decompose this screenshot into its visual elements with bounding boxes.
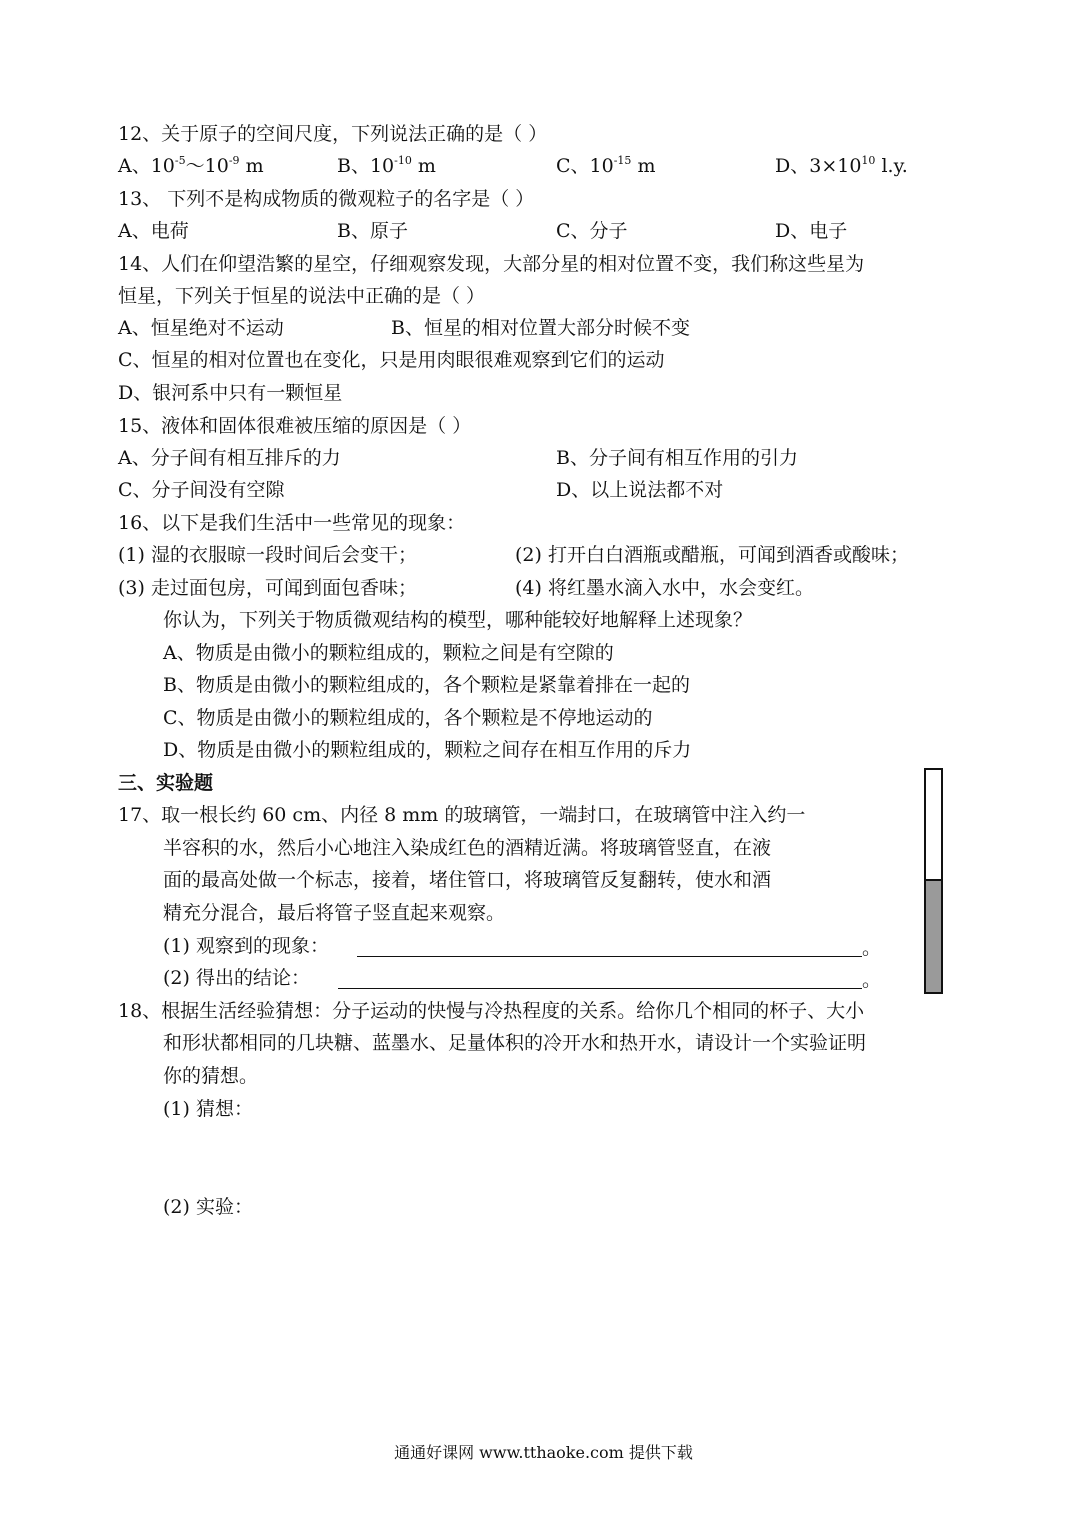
- q17-observation-period: 。: [862, 937, 882, 959]
- q18-line2: 和形状都相同的几块糖、蓝墨水、足量体积的冷开水和热开水，请设计一个实验证明: [163, 1032, 867, 1054]
- q16-option-a: A、物质是由微小的颗粒组成的，颗粒之间是有空隙的: [163, 642, 614, 664]
- q17-observation-answer-line[interactable]: [357, 956, 862, 957]
- q17-line3: 面的最高处做一个标志，接着，堵住管口，将玻璃管反复翻转，使水和酒: [163, 869, 772, 891]
- q15-option-c: C、分子间没有空隙: [118, 479, 285, 501]
- q12-stem: 12、关于原子的空间尺度，下列说法正确的是（ ）: [118, 123, 548, 145]
- q17-line2: 半容积的水，然后小心地注入染成红色的酒精近满。将玻璃管竖直，在液: [163, 837, 772, 859]
- q17-observation-label: (1) 观察到的现象：: [163, 935, 329, 957]
- q13-stem: 13、 下列不是构成物质的微观粒子的名字是（ ）: [118, 188, 535, 210]
- q17-conclusion-answer-line[interactable]: [338, 988, 862, 989]
- tube-water-level: [926, 879, 941, 992]
- q12-option-d: D、$3\times 10^{10}$ l.y.: [775, 154, 908, 177]
- q14-option-d: D、银河系中只有一颗恒星: [118, 382, 343, 404]
- q14-option-a: A、恒星绝对不运动: [118, 317, 284, 339]
- q17-conclusion-period: 。: [862, 969, 882, 991]
- page-footer: 通通好课网 www.tthaoke.com 提供下载: [394, 1443, 693, 1462]
- q16-option-d: D、物质是由微小的颗粒组成的，颗粒之间存在相互作用的斥力: [163, 739, 692, 761]
- q16-phenomenon-2: (2) 打开白白酒瓶或醋瓶，可闻到酒香或酸味；: [515, 544, 909, 566]
- section-title-experiments: 三、实验题: [118, 772, 214, 794]
- q15-option-d: D、以上说法都不对: [556, 479, 724, 501]
- q16-phenomenon-4: (4) 将红墨水滴入水中，水会变红。: [515, 577, 814, 599]
- q14-stem-line2: 恒星，下列关于恒星的说法中正确的是（ ）: [118, 285, 486, 307]
- q13-option-c: C、分子: [556, 220, 628, 242]
- q16-option-b: B、物质是由微小的颗粒组成的，各个颗粒是紧靠着排在一起的: [163, 674, 690, 696]
- q14-option-c: C、恒星的相对位置也在变化，只是用肉眼很难观察到它们的运动: [118, 349, 665, 371]
- q14-option-b: B、恒星的相对位置大部分时候不变: [391, 317, 690, 339]
- q17-line4: 精充分混合，最后将管子竖直起来观察。: [163, 902, 506, 924]
- q12-option-a: A、$10^{-5}\sim 10^{-9}$ m: [118, 154, 264, 177]
- q16-question: 你认为，下列关于物质微观结构的模型，哪种能较好地解释上述现象？: [163, 609, 753, 631]
- q18-line3: 你的猜想。: [163, 1065, 259, 1087]
- q17-line1: 17、取一根长约 60 cm、内径 8 mm 的玻璃管，一端封口，在玻璃管中注入约一: [118, 804, 806, 826]
- q18-line1: 18、根据生活经验猜想：分子运动的快慢与冷热程度的关系。给你几个相同的杯子、大小: [118, 1000, 865, 1022]
- q12-option-b: B、$10^{-10}$ m: [337, 154, 436, 177]
- q16-phenomenon-1: (1) 湿的衣服晾一段时间后会变干；: [118, 544, 417, 566]
- q13-option-b: B、原子: [337, 220, 408, 242]
- q16-option-c: C、物质是由微小的颗粒组成的，各个颗粒是不停地运动的: [163, 707, 653, 729]
- q15-stem: 15、液体和固体很难被压缩的原因是（ ）: [118, 415, 472, 437]
- q17-conclusion-label: (2) 得出的结论：: [163, 967, 310, 989]
- q15-option-a: A、分子间有相互排斥的力: [118, 447, 341, 469]
- q16-phenomenon-3: (3) 走过面包房，可闻到面包香味；: [118, 577, 417, 599]
- q12-option-c: C、$10^{-15}$ m: [556, 154, 656, 177]
- q18-experiment-label: (2) 实验：: [163, 1196, 253, 1218]
- q13-option-a: A、电荷: [118, 220, 189, 242]
- q15-option-b: B、分子间有相互作用的引力: [556, 447, 798, 469]
- q18-guess-label: (1) 猜想：: [163, 1098, 253, 1120]
- q13-option-d: D、电子: [775, 220, 848, 242]
- q14-stem-line1: 14、人们在仰望浩繁的星空，仔细观察发现，大部分星的相对位置不变，我们称这些星为: [118, 253, 865, 275]
- glass-tube-figure: [924, 768, 943, 994]
- q16-stem: 16、以下是我们生活中一些常见的现象：: [118, 512, 466, 534]
